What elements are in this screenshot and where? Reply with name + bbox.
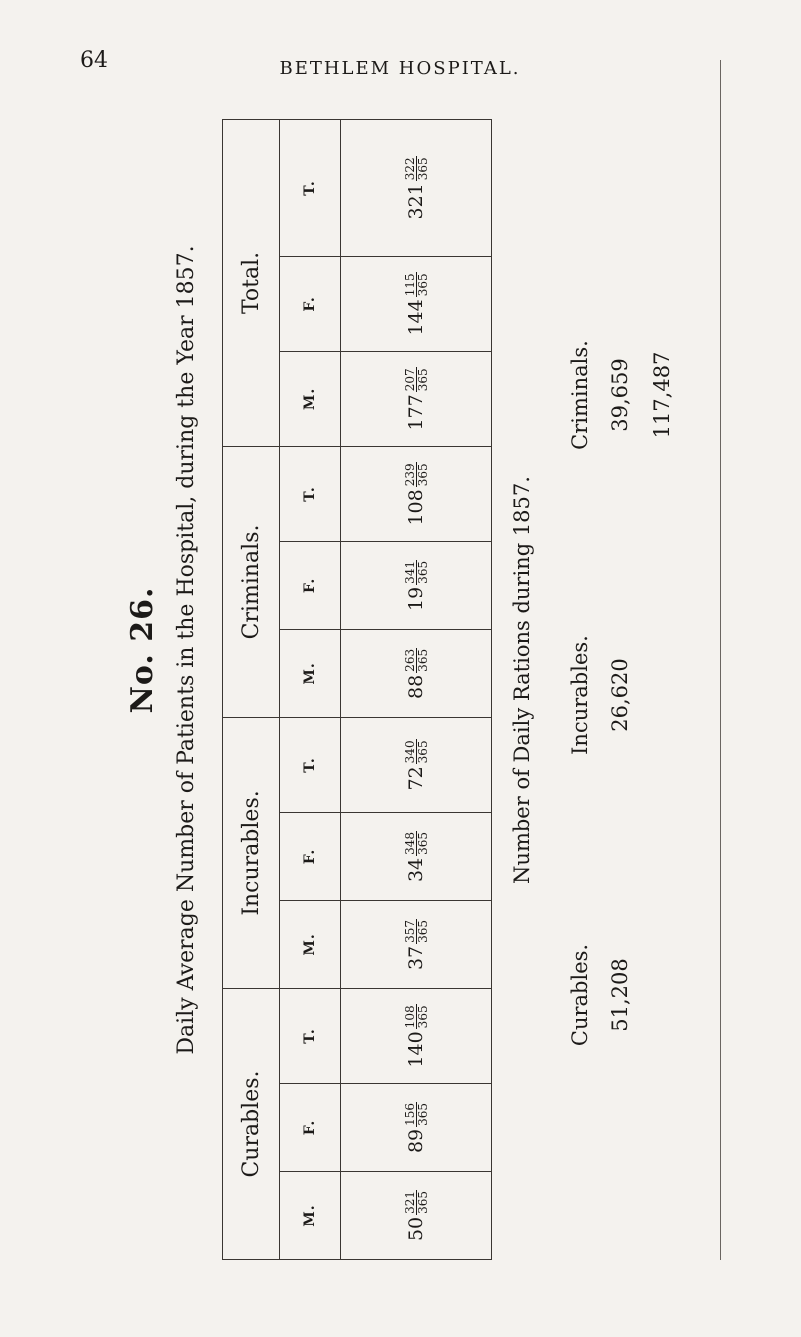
whole-number: 19 [405, 586, 428, 611]
whole-number: 89 [405, 1128, 428, 1154]
whole-number: 144 [405, 299, 428, 336]
sex-header: M. [280, 1172, 341, 1260]
numerator: 321 [402, 1190, 417, 1214]
rations-value: 51,208 [608, 958, 632, 1032]
value-cell [341, 900, 492, 988]
patients-table [222, 119, 492, 1260]
sex-header: T. [280, 446, 341, 541]
rations-value: 39,659 [608, 358, 632, 432]
group-header-total: Total. [223, 119, 280, 446]
mixed-fraction [404, 1004, 429, 1067]
numerator: 207 [402, 368, 417, 392]
mixed-fraction [404, 1190, 429, 1241]
whole-number: 108 [405, 489, 428, 526]
mixed-fraction [404, 648, 429, 699]
sex-header: M. [280, 629, 341, 717]
denominator: 365 [415, 831, 430, 855]
mixed-fraction [404, 272, 429, 335]
sex-header: F. [280, 812, 341, 900]
numerator: 239 [402, 463, 417, 487]
table-title: Daily Average Number of Patients in the Hospital, during the Year 1857. [174, 245, 199, 1055]
denominator: 365 [415, 648, 430, 672]
whole-number: 88 [405, 674, 428, 699]
sex-header-row [280, 119, 341, 1259]
sex-header: T. [280, 988, 341, 1083]
mixed-fraction [404, 739, 429, 790]
mixed-fraction [404, 156, 429, 219]
whole-number: 177 [405, 394, 428, 431]
numerator: 115 [402, 273, 417, 297]
whole-number: 140 [405, 1031, 428, 1068]
mixed-fraction [404, 919, 429, 970]
mixed-fraction [404, 831, 429, 882]
denominator: 365 [415, 1005, 430, 1029]
denominator: 365 [415, 157, 430, 181]
group-header-criminals: Criminals. [223, 446, 280, 717]
rations-label: Incurables. [568, 635, 592, 755]
denominator: 365 [415, 463, 430, 487]
mixed-fraction [404, 462, 429, 525]
rations-label: Curables. [568, 943, 592, 1047]
numerator: 263 [402, 648, 417, 672]
value-cell [341, 988, 492, 1083]
value-cell [341, 1084, 492, 1172]
rations-column [560, 270, 640, 520]
group-header-incurables: Incurables. [223, 717, 280, 988]
rations-column [560, 570, 640, 820]
numerator: 357 [402, 919, 417, 943]
sex-header: T. [280, 717, 341, 812]
sex-header: F. [280, 541, 341, 629]
sex-header: F. [280, 1084, 341, 1172]
denominator: 365 [415, 368, 430, 392]
value-cell [341, 717, 492, 812]
table-title-block [125, 40, 214, 1260]
value-cell [341, 812, 492, 900]
running-head: BETHLEM HOSPITAL. [279, 58, 521, 79]
value-cell [341, 1172, 492, 1260]
numerator: 340 [402, 740, 417, 764]
denominator: 365 [415, 1190, 430, 1214]
numerator: 322 [402, 157, 417, 181]
whole-number: 50 [405, 1216, 428, 1242]
value-cell [341, 541, 492, 629]
table-number: No. 26. [125, 586, 160, 714]
mixed-fraction [404, 367, 429, 430]
value-cell [341, 629, 492, 717]
value-cell [341, 119, 492, 256]
numerator: 108 [402, 1005, 417, 1029]
whole-number: 321 [405, 183, 428, 220]
numerator: 348 [402, 831, 417, 855]
denominator: 365 [415, 560, 430, 584]
whole-number: 34 [405, 857, 428, 883]
value-cell [341, 446, 492, 541]
denominator: 365 [415, 273, 430, 297]
group-header-curables: Curables. [223, 988, 280, 1259]
page-number: 64 [80, 48, 108, 73]
rations-label: Criminals. [568, 340, 592, 450]
rations-value: 26,620 [608, 658, 632, 732]
sex-header: M. [280, 900, 341, 988]
numerator: 341 [402, 560, 417, 584]
rations-column [560, 870, 640, 1120]
whole-number: 72 [405, 766, 428, 791]
rations-title: Number of Daily Rations during 1857. [510, 476, 534, 884]
mixed-fraction [404, 560, 429, 611]
denominator: 365 [415, 919, 430, 943]
group-header-row [223, 119, 280, 1259]
sex-header: M. [280, 351, 341, 446]
value-cell [341, 256, 492, 351]
denominator: 365 [415, 1102, 430, 1126]
value-cell [341, 351, 492, 446]
mixed-fraction [404, 1102, 429, 1153]
whole-number: 37 [405, 945, 428, 971]
right-rule [720, 60, 721, 1260]
denominator: 365 [415, 740, 430, 764]
values-row [341, 119, 492, 1259]
sex-header: F. [280, 256, 341, 351]
rations-total: 117,487 [650, 351, 674, 439]
rotated-table-area [125, 40, 760, 1260]
sex-header: T. [280, 119, 341, 256]
numerator: 156 [402, 1102, 417, 1126]
